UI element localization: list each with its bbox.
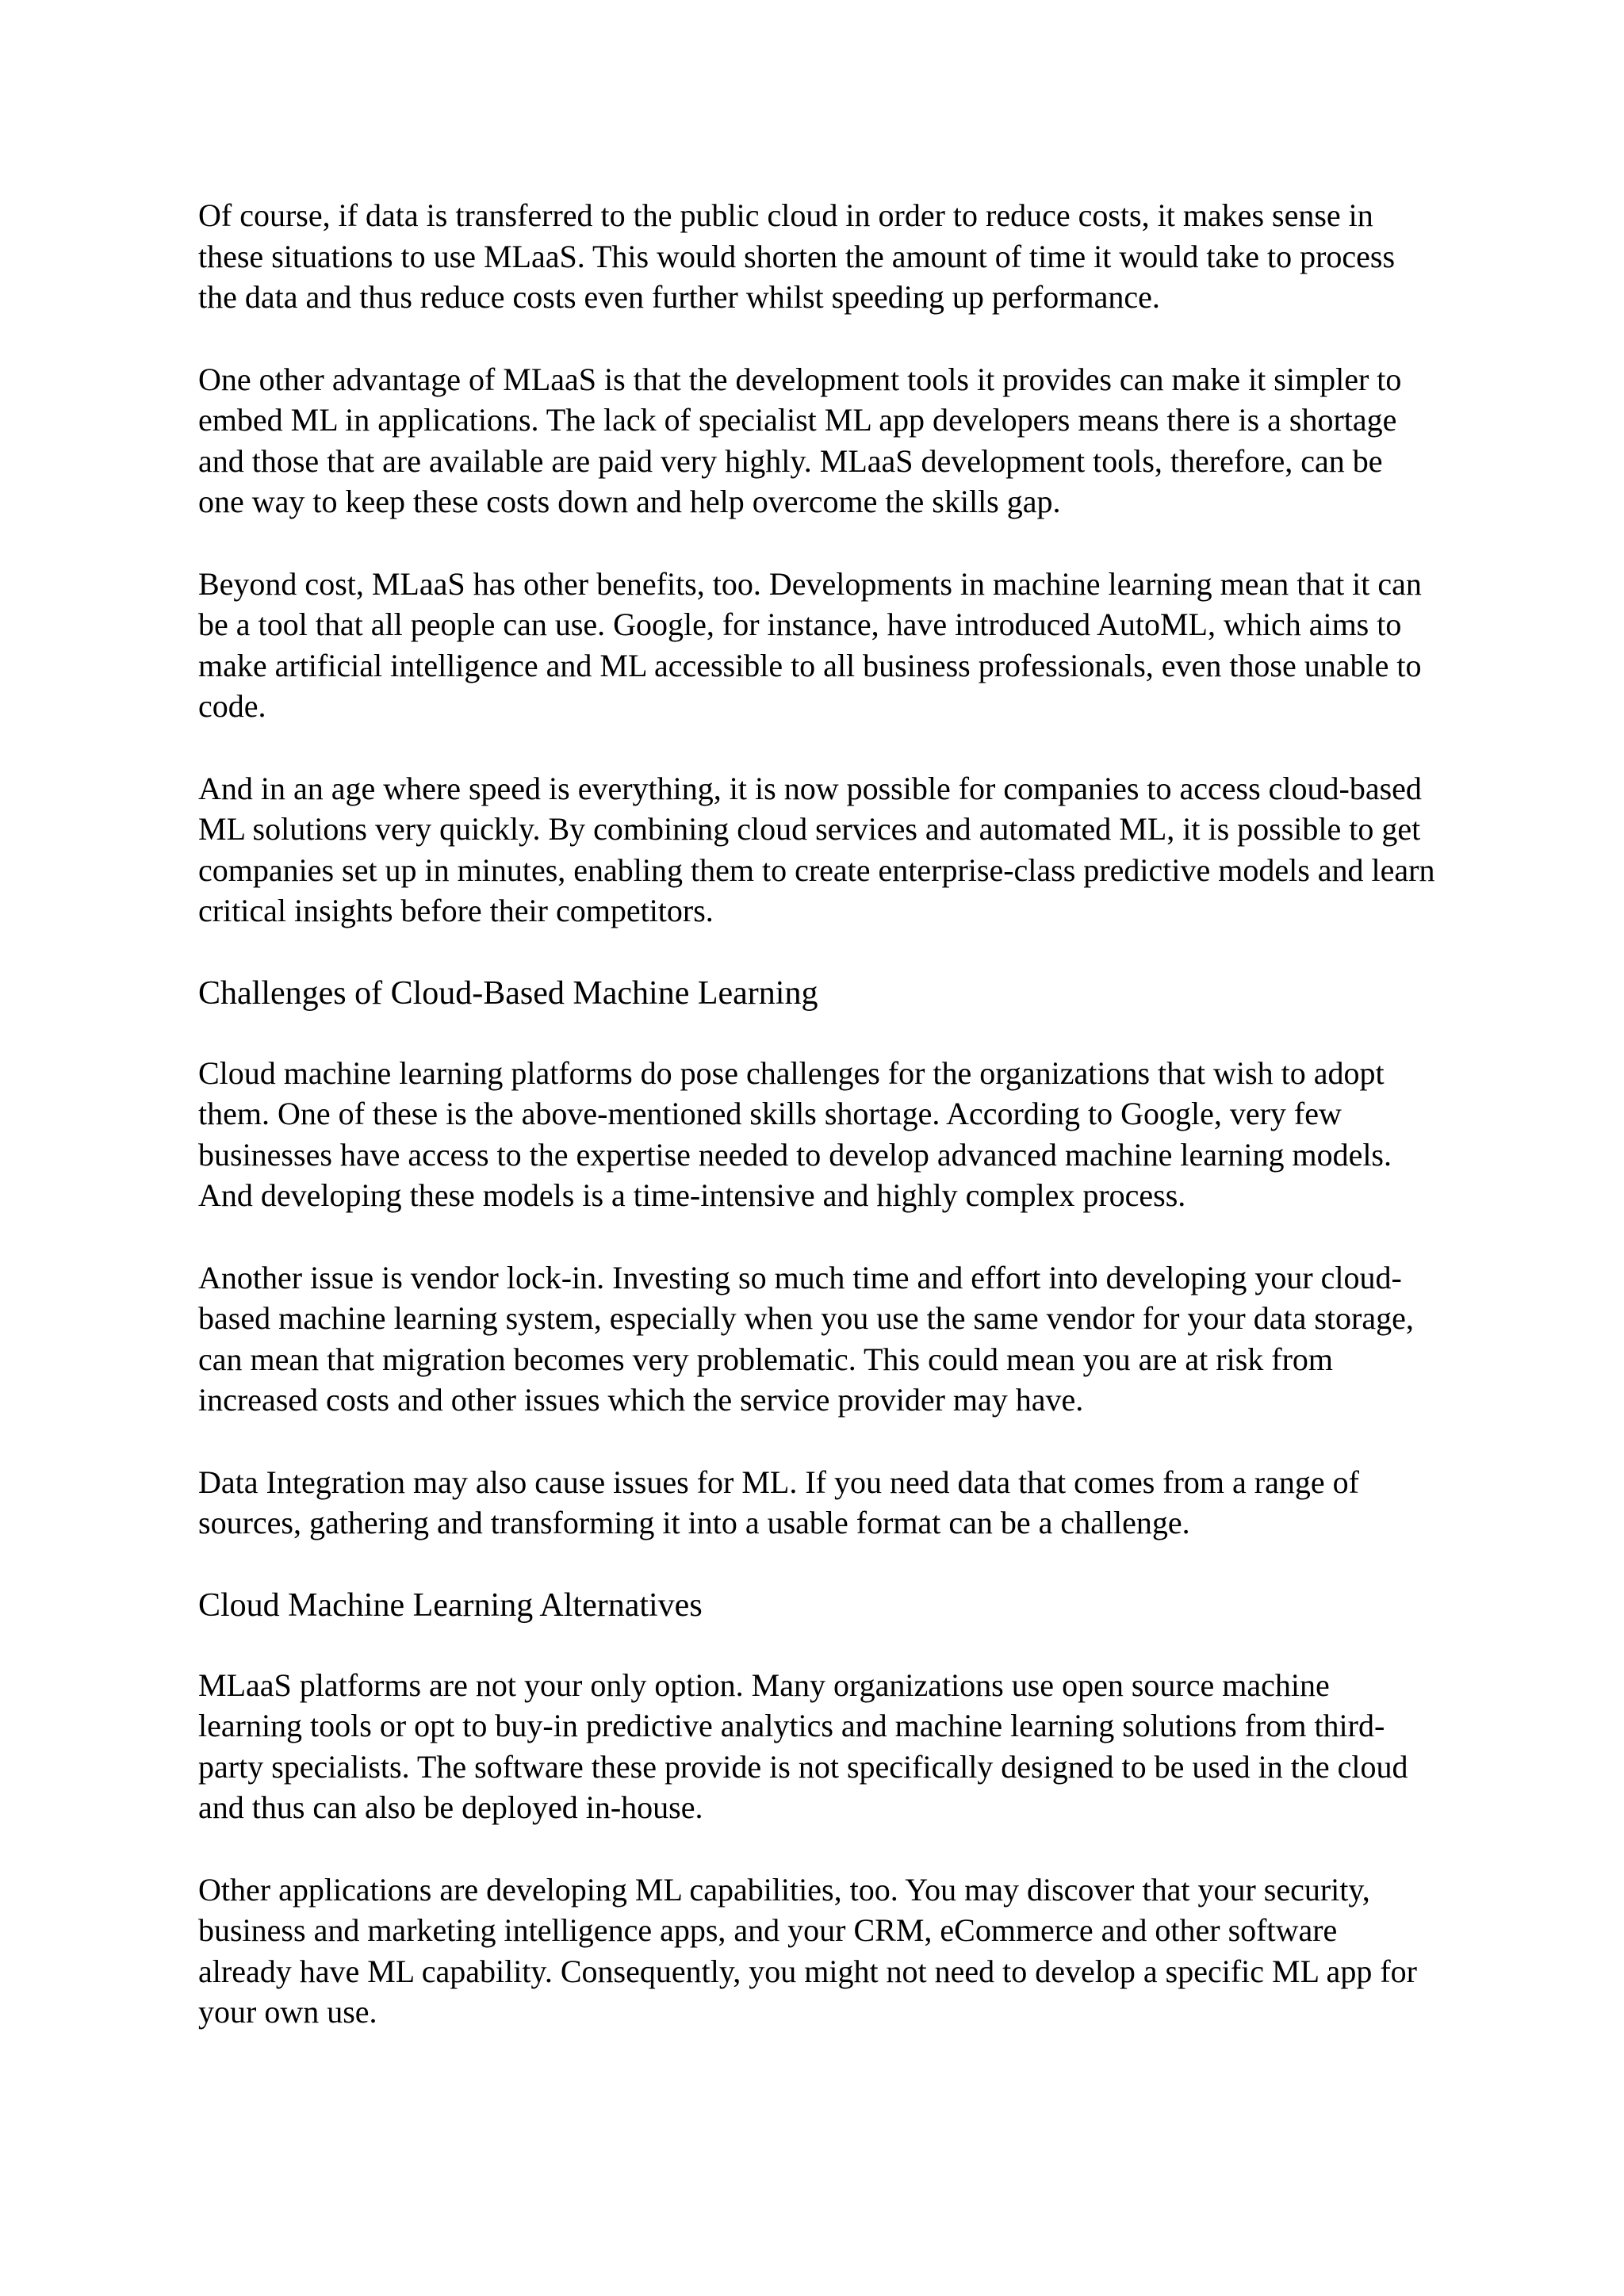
paragraph-other-applications: Other applications are developing ML capabilities, too. You may discover that your security, business and marketing intelligence apps, and your CRM, eCommerce and other software already have ML capability. Consequently, you might not need to develop a specific ML app for your own use. [198, 1871, 1417, 2030]
paragraph-beyond-cost: Beyond cost, MLaaS has other benefits, too. Developments in machine learning mean that it can be a tool that all people can use. Google, for instance, have introduced AutoML, which aims to make artificial intelligence and ML accessible to all business professionals, even those unable to code. [198, 565, 1422, 724]
paragraph-open-source-options: MLaaS platforms are not your only option. Many organizations use open source machine learning tools or opt to buy-in predictive analytics and machine learning solutions from third-party specialists. The software these provide is not specifically designed to be used in the cloud and thus can also be deployed in-house. [198, 1667, 1408, 1825]
paragraph-public-cloud-costs: Of course, if data is transferred to the public cloud in order to reduce costs, it makes sense in these situations to use MLaaS. This would shorten the amount of time it would take to process the data and thus reduce costs even further whilst speeding up performance. [198, 197, 1396, 315]
heading-challenges: Challenges of Cloud-Based Machine Learning [198, 974, 818, 1012]
paragraph-data-integration: Data Integration may also cause issues for ML. If you need data that comes from a range of sources, gathering and transforming it into a usable format can be a challenge. [198, 1464, 1359, 1540]
heading-alternatives: Cloud Machine Learning Alternatives [198, 1586, 703, 1624]
paragraph-development-tools: One other advantage of MLaaS is that the development tools it provides can make it simpler to embed ML in applications. The lack of specialist ML app developers means there is a shortage and those that are available are paid very highly. MLaaS development tools, therefore, can be one way to keep these costs down and help overcome the skills gap. [198, 361, 1402, 519]
document-page [198, 195, 1435, 2074]
paragraph-speed: And in an age where speed is everything, it is now possible for companies to access cloud-based ML solutions very quickly. By combining cloud services and automated ML, it is possible to get companies set up in minutes, enabling them to create enterprise-class predictive models and learn critical insights before their competitors. [198, 770, 1435, 928]
paragraph-vendor-lock-in: Another issue is vendor lock-in. Investing so much time and effort into developing your cloud-based machine learning system, especially when you use the same vendor for your data storage, can mean that migration becomes very problematic. This could mean you are at risk from increased costs and other issues which the service provider may have. [198, 1259, 1414, 1418]
paragraph-skills-shortage: Cloud machine learning platforms do pose challenges for the organizations that wish to adopt them. One of these is the above-mentioned skills shortage. According to Google, very few businesses have access to the expertise needed to develop advanced machine learning models. And developing these models is a time-intensive and highly complex process. [198, 1054, 1392, 1213]
